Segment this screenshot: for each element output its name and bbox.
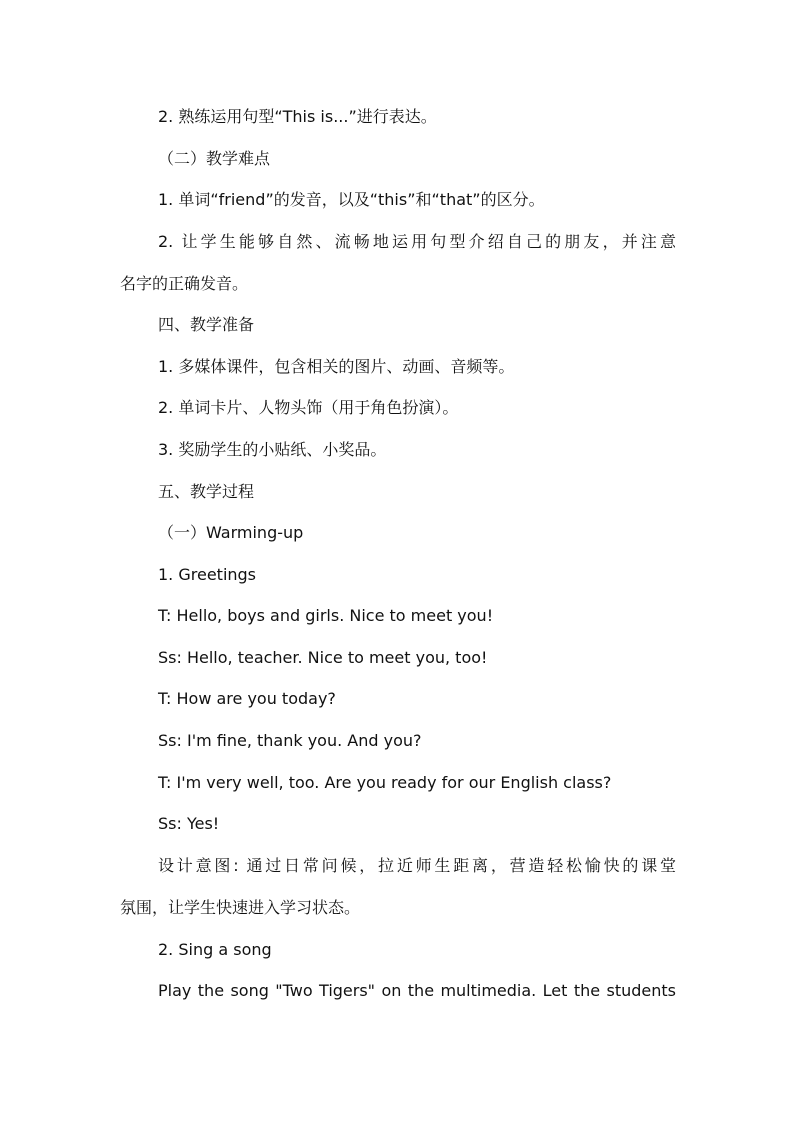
paragraph-line: 名字的正确发音。 xyxy=(120,274,249,293)
section-heading: 四、教学准备 xyxy=(158,315,255,334)
paragraph-line: 1. 单词“friend”的发音，以及“this”和“that”的区分。 xyxy=(158,190,545,209)
paragraph-line: 设计意图: 通过日常问候，拉近师生距离，营造轻松愉快的课堂 xyxy=(158,856,676,875)
paragraph-line: 氛围，让学生快速进入学习状态。 xyxy=(120,898,361,917)
paragraph-line: 2. 让学生能够自然、流畅地运用句型介绍自己的朋友，并注意 xyxy=(158,232,676,251)
paragraph-line: 1. 多媒体课件，包含相关的图片、动画、音频等。 xyxy=(158,357,515,376)
dialogue-line: Ss: I'm fine, thank you. And you? xyxy=(158,731,422,750)
paragraph-line: Play the song "Two Tigers" on the multimedia. Let the students xyxy=(158,981,676,1000)
paragraph-line: 2. 熟练运用句型“This is...”进行表达。 xyxy=(158,107,437,126)
section-heading: （一）Warming-up xyxy=(158,523,304,542)
section-heading: （二）教学难点 xyxy=(158,149,271,168)
paragraph-line: 3. 奖励学生的小贴纸、小奖品。 xyxy=(158,440,387,459)
dialogue-line: T: Hello, boys and girls. Nice to meet you! xyxy=(158,606,494,625)
dialogue-line: Ss: Yes! xyxy=(158,814,220,833)
dialogue-line: T: How are you today? xyxy=(158,689,336,708)
subheading-line: 2. Sing a song xyxy=(158,940,272,959)
dialogue-line: T: I'm very well, too. Are you ready for our English class? xyxy=(158,773,612,792)
dialogue-line: Ss: Hello, teacher. Nice to meet you, too! xyxy=(158,648,488,667)
section-heading: 五、教学过程 xyxy=(158,482,255,501)
paragraph-line: 2. 单词卡片、人物头饰（用于角色扮演）。 xyxy=(158,398,459,417)
subheading-line: 1. Greetings xyxy=(158,565,257,584)
